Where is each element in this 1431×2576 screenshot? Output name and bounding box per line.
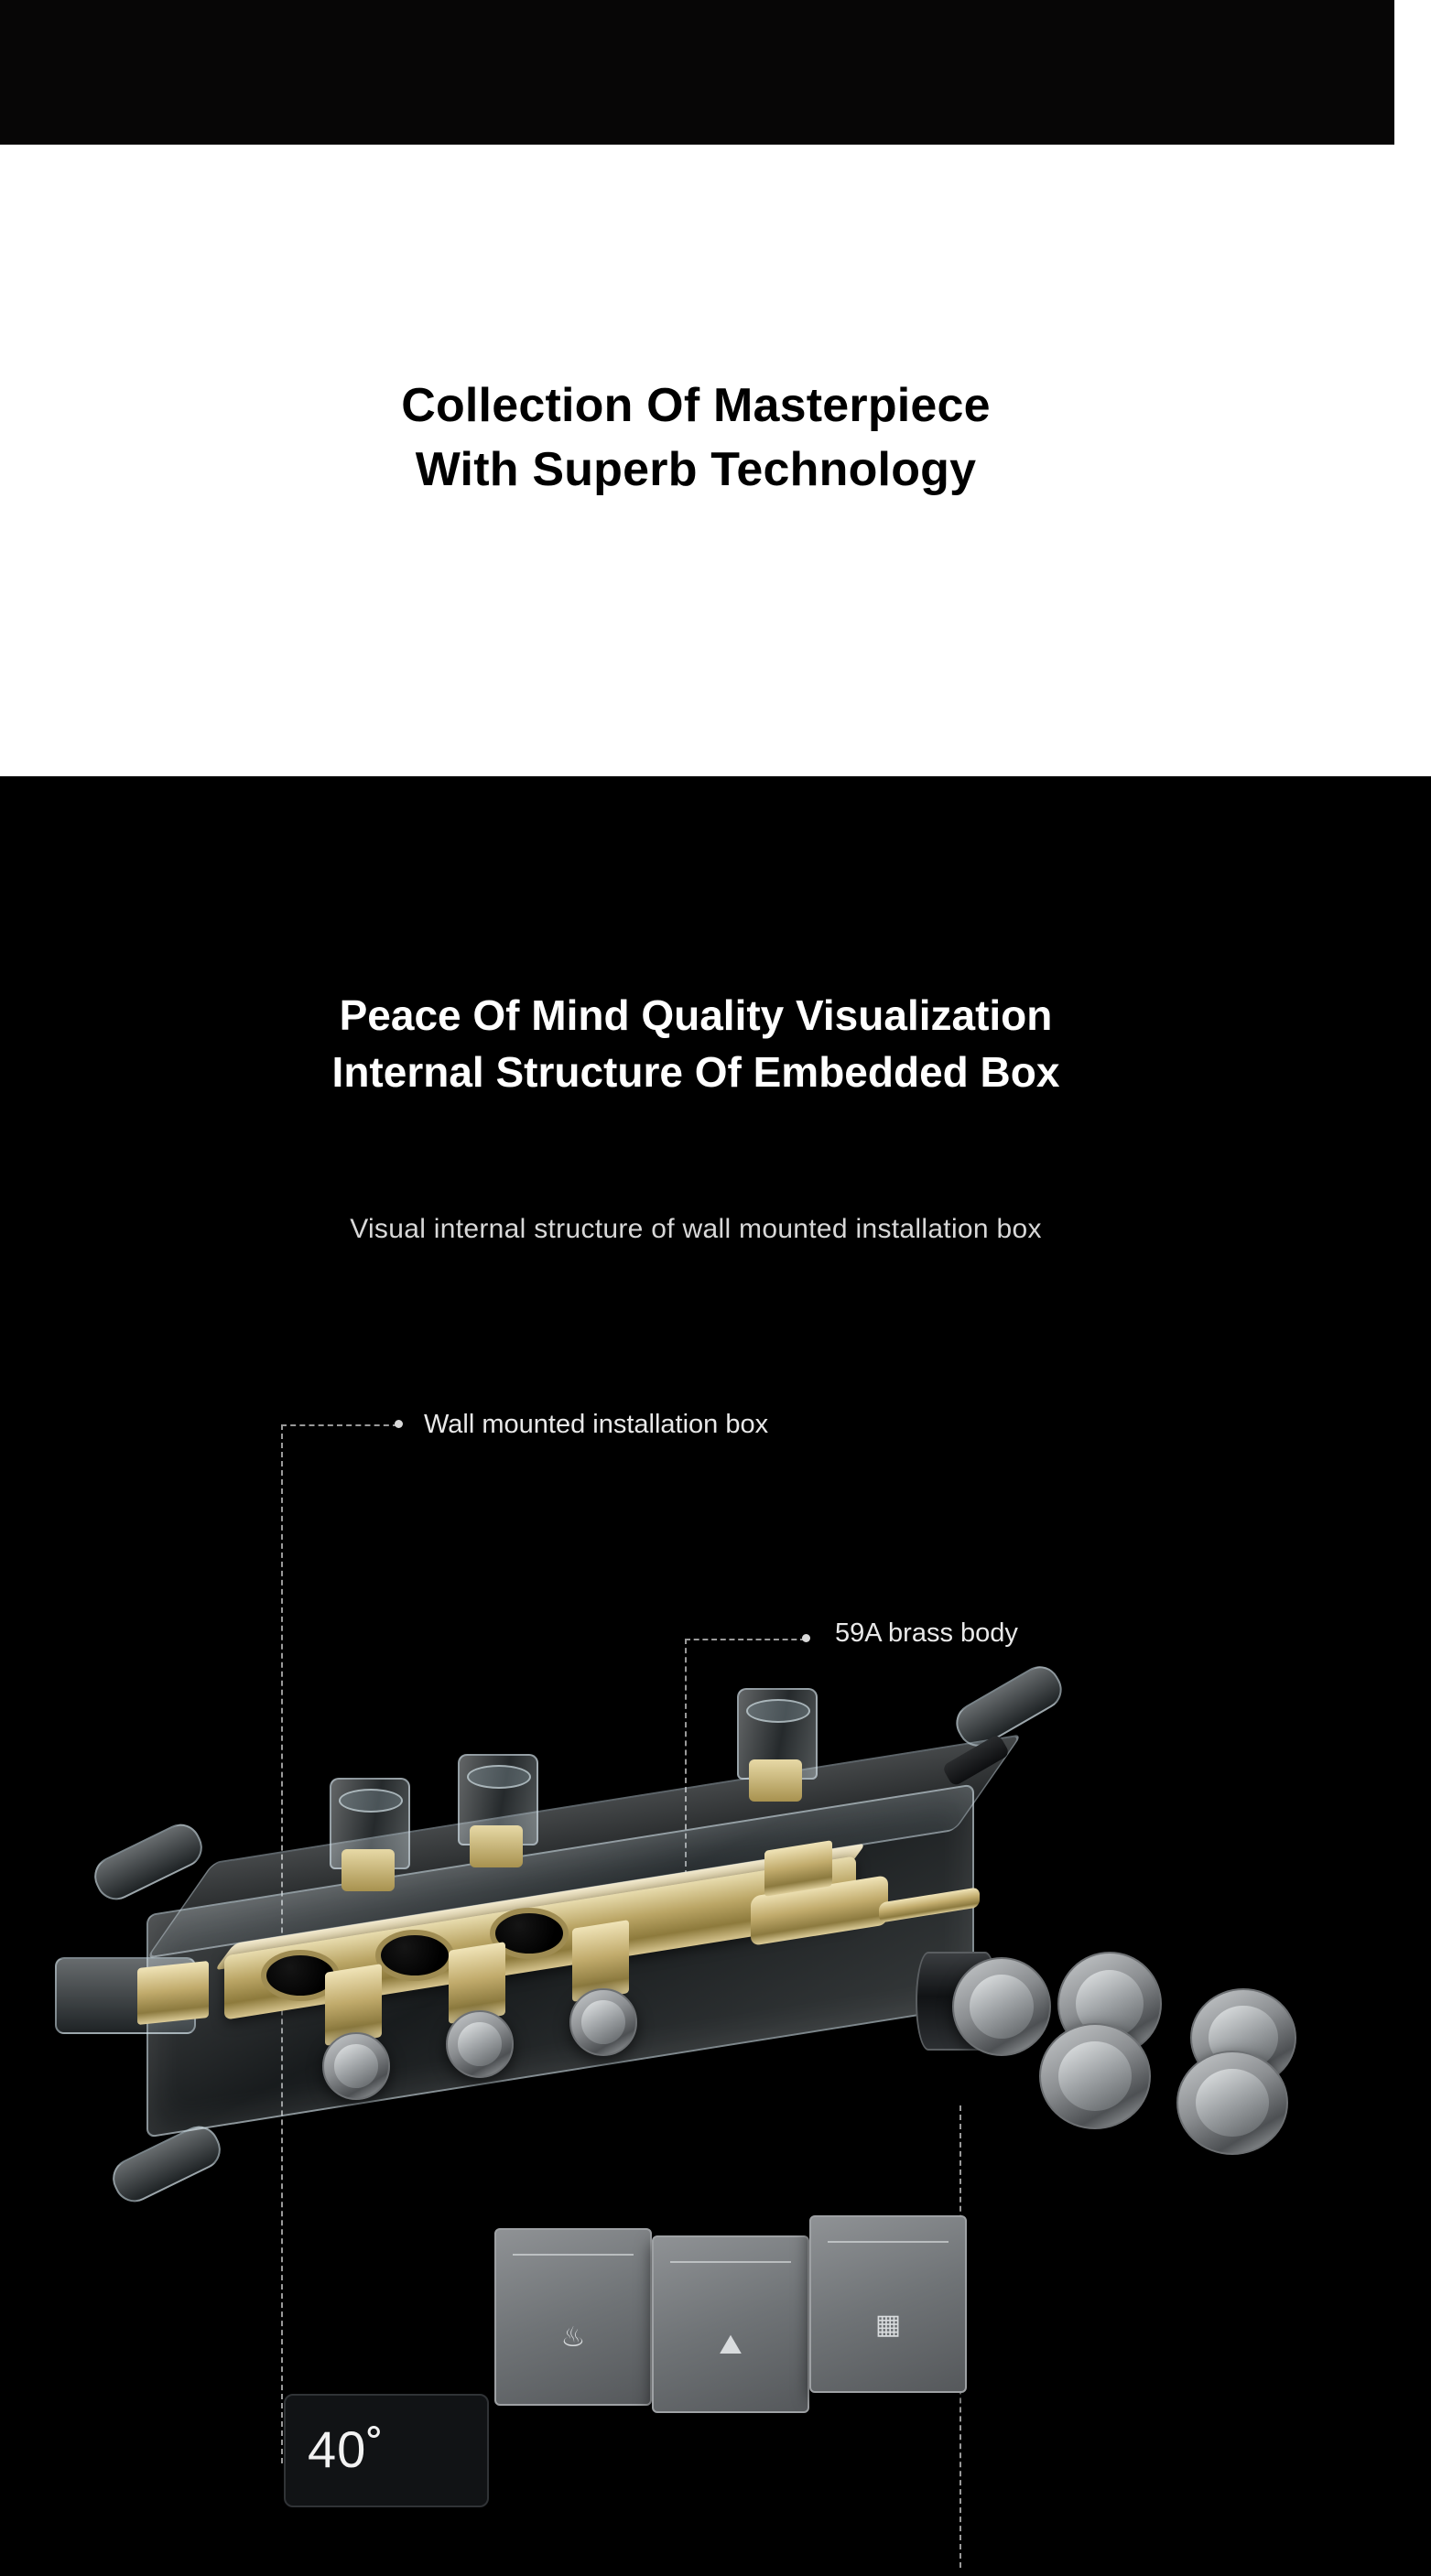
page-headline <box>0 373 1392 502</box>
control-plate-1 <box>494 2228 652 2406</box>
control-plate-1-slot <box>513 2254 634 2256</box>
port-brass-insert-3 <box>749 1759 802 1802</box>
knurled-handle-3 <box>1176 2051 1288 2155</box>
callout-label-brass-body: 59A brass body <box>835 1618 1018 1648</box>
cartridge-cap-3-inner <box>581 2000 625 2044</box>
tub-spout-icon: ⛰ <box>719 2329 743 2360</box>
knurled-handle-3-inner <box>1196 2069 1269 2138</box>
knurled-handle-1-inner <box>1058 2041 1132 2111</box>
top-band-right-margin <box>1394 0 1431 145</box>
control-plate-2 <box>652 2235 809 2413</box>
headline-line-2: With Superb Technology <box>415 443 977 497</box>
shower-head-icon: ♨ <box>560 2322 586 2353</box>
section-title <box>0 987 1392 1100</box>
cartridge-cap-3 <box>569 1988 637 2056</box>
cartridge-cap-2-inner <box>458 2022 502 2066</box>
control-plate-3 <box>809 2215 967 2393</box>
knurled-handle-1 <box>1039 2023 1151 2129</box>
product-illustration <box>0 1666 1431 2576</box>
headline-line-1: Collection Of Masterpiece <box>401 379 991 432</box>
white-headline-section <box>0 145 1431 776</box>
temperature-display <box>284 2394 489 2507</box>
control-plate-2-slot <box>670 2261 791 2263</box>
cartridge-cap-2 <box>446 2010 514 2078</box>
callout-label-wall-mounted-box: Wall mounted installation box <box>424 1410 769 1439</box>
outlet-ring-2 <box>375 1930 454 1981</box>
section-title-line-2: Internal Structure Of Embedded Box <box>331 1048 1060 1097</box>
control-plate-3-slot <box>828 2241 949 2243</box>
section-caption: Visual internal structure of wall mounted installation box <box>350 1214 1042 1244</box>
section-title-line-1: Peace Of Mind Quality Visualization <box>339 991 1053 1039</box>
knurled-ring-1-inner <box>970 1975 1035 2040</box>
cartridge-cap-1 <box>322 2032 390 2100</box>
top-black-band <box>0 0 1394 145</box>
port-brass-insert-2 <box>470 1825 523 1867</box>
temperature-value: 40˚ <box>308 2420 385 2478</box>
port-brass-insert-1 <box>341 1849 395 1891</box>
knurled-ring-1 <box>952 1957 1051 2056</box>
rain-shower-icon: ▦ <box>874 2309 902 2340</box>
inlet-brass-thread <box>137 1961 209 2025</box>
cartridge-cap-1-inner <box>334 2044 378 2088</box>
